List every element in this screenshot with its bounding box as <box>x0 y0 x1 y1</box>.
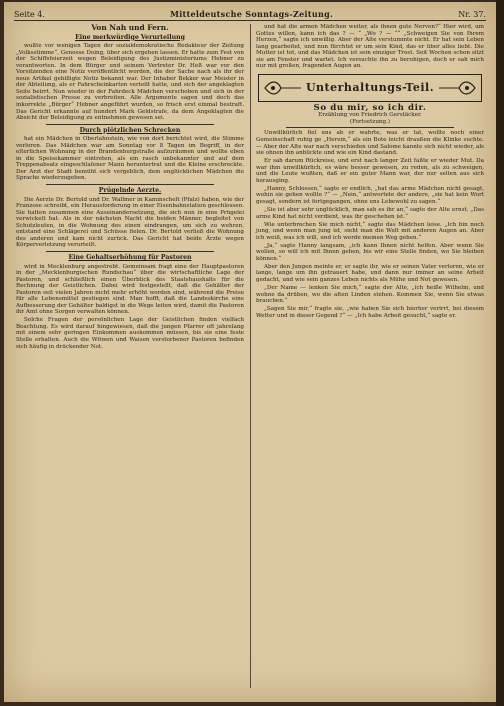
section-banner <box>258 74 482 102</box>
story-title: So du mir, so ich dir. <box>313 102 427 113</box>
story-paragraph: „Hanny, Schlossen,“ sagte er endlich, „hat das arme Mädchen nicht gesagt, wohin sie gehen wollte ?“ — „Nein,“ antwortete der andere, „sie hat kein Wort gesagt, sondern ist fortgegangen, ohne uns Lebewohl zu sagen.“ <box>256 185 484 205</box>
article-paragraph: Die Aerzte Dr. Bertold und Dr. Wallmer in Kaminschelt (Pfalz) haben, wie der Franzose schreibt, ein Herausforderung in einer Eisenbahnstation geschlossen. Sie hatten zusammen eine Auseinandersetzung, die sich nun in eine Prügelei verwickelt hat. Als in der nächsten Nacht die beiden Männer, begleitet von Schutzleuten, in die Wohnung des einen eindrangen, um sich zu wehren, entstand eine Schlägerei und Schüsse fielen. Dr. Bertold verließ die Wohnung des anderen und kam nicht zurück. Das Gericht hat beide Ärzte wegen Körperverletzung verurteilt. <box>16 196 244 249</box>
article-rule <box>46 124 214 125</box>
ornament-right-icon <box>437 78 477 98</box>
story-installment: (Fortsetzung.) <box>349 118 391 125</box>
story-rule <box>286 127 454 128</box>
article-paragraph: hat ein Mädchen in Oberlahnstein, wie von dort berichtet wird, die Stimme verloren. Das Mädchen war am Sonntag vor 8 Tagen im Begriff, in der elterlichen Wohnung in der Brandenburgstraße aufzuräumen und wollte eben in die Speisekammer eintreten, als ein rasch unbekannter und auf dem Treppenabsatz eingeschlafener Mann heruntertrat und die Kleine erschreckte. Der Arzt der Stadt bemüht sich vergeblich, dem unglücklichen Mädchen die Sprache wiederzugeben. <box>16 136 244 182</box>
article-paragraph: wird in Mecklenburg angestrebt. Gemeinsam fragt eine der Hauptpastoren in der „Mecklenburgischen Rundschau“ über die wirtschaftliche Lage der Pastoren, und schließlich einen Überblick des Staatshaushalts für die Rechnung der Geistlichen. Dabei wird festgestellt, daß die Gehälter der Pastoren seit vielen Jahren nicht mehr erhöht worden sind, während die Preise für alle Lebensmittel gestiegen sind. Man hofft, daß die Landeskirche eine Aufbesserung der Gehälter baldigst in die Wege leiten wird, damit die Pastoren ihr Amt ohne Sorgen verwalten können. <box>16 263 244 316</box>
story-paragraph: Aber den Jungen meinte er, er sagte ihr, wie er seinen Vater verloren, wie er lange, lange um ihn getrauert habe, und dann nur immer an seine Arbeit gedacht, und wie sein ganzes Leben nichts als Mühe und Not gewesen. <box>256 263 484 283</box>
banner-title: Unterhaltungs-Teil. <box>305 80 435 94</box>
page-header <box>14 8 486 21</box>
newspaper-page <box>4 2 496 702</box>
story-paragraph: Wie unterbrechen Sie mich nicht,“ sagte das Mädchen leise. „Ich bin noch jung, und wenn man jung ist, sieht man die Welt mit anderen Augen an. Aber ich weiß, was ich will, und ich werde meinen Weg gehen.“ <box>256 221 484 241</box>
issue-number: Nr. 37. <box>458 9 486 19</box>
page-edge <box>496 0 504 706</box>
ornament-left-icon <box>263 78 303 98</box>
story-paragraph: Unwillkürlich fiel uns ab er wahrte, was er tat, wollte noch einer Gemeinschaft ruhig ge „Herein,“ als ein Bote leicht draußen die Klinke suchte. — Aber der Alte war nach verschieden und Salome kannte sich nicht wieder, als sie ohnen ihn anblickte und wie ein Kind dastand. <box>256 130 484 157</box>
continued-text: und hat die armen Mädchen weiter, als ihnen gute Nerven?“ Hier wird, um Gottes willen, kann ich das ? — “ „Wo ? — ““ „Schweigen Sie von Ihrem Herzen,“ sagte ich unwillig. Aber der Alte verstummte nicht. Er hat sein Leben lang gearbeitet, und nun fürchtet er um sein Kind, das er über alles liebt. Die Mutter ist tot, und das Mädchen ist sein einziger Trost. Seit Wochen schon sitzt sie am Fenster und wartet. Ich versuchte ihn zu beruhigen, doch er sah mich nur mit großen, fragenden Augen an. <box>256 24 484 70</box>
article-paragraph: wußte vor wenigen Tagen der sozialdemokratische Redakteur der Zeitung „Volksstimme“, Genosse Doing, über sich ergehen lassen. Er hatte zum Fest von der Schiffsfeierzeit wegen Beleidigung des Justizministeriums Hebner zu verantworten. In dem Bürger und seinem Vertreter Dr. Heß war vor den Vorsitzenden eine Notiz veröffentlicht worden, die der Sache nach als ihr der neue Artikel gebilligte Notiz bekannt war. Der Inhaber Bekker war Meister in der Abteilung, als er Fahrscheinkarten verteilt hatte, und sich der angeklagten Seite beirrt. Nun wieder in der Fahrdeck Mädchen verschoben und sich in der sozialistischen Presse zu verbreiten. Alle Argumente sagen und doch das inkorrekte „Bürger“ Hebner angeführt wurden, so frisch erst einmal bestraft. Das Gericht erkannte auf hundert Mark Geldstrafe, da dem Angeklagten die Absicht der Beleidigung zu entnehmen gewesen sei. <box>16 43 244 122</box>
story-paragraph: Er sah darum Rückreise, und erst nach langer Zeit faßte er wieder Mut. Da war ihm unwillkürlich, es wäre besser gewesen, zu reden, als zu schweigen, und die Leute wußten, daß er ein guter Mann war, der nur selten aus sich herausging. <box>256 158 484 184</box>
article-rule <box>46 184 214 185</box>
article-title: Eine merkwürdige Verurteilung <box>75 33 185 41</box>
article-title: Durch plötzlichen Schrecken <box>79 126 181 134</box>
story-paragraph: „Sagen Sie mir,“ fragte sie, „wie haben Sie sich hierher verirrt, bei diesem Wetter und in dieser Gegend ?“ — „Ich habe Arbeit gesucht,“ sagte er. <box>256 306 484 319</box>
page-number: Seite 4. <box>14 9 45 19</box>
story-paragraph: „Sie ist aber sehr unglücklich, man sah es ihr an,“ sagte der Alte ernst. „Das arme Kind hat nicht verdient, was ihr geschehen ist.“ <box>256 206 484 220</box>
story-paragraph: „Ja,“ sagte Hanny langsam, „ich kann Ihnen nicht helfen. Aber wenn Sie wollen, so will ich mit Ihnen gehen, bis wir eine Stelle finden, wo Sie bleiben können.“ <box>256 242 484 262</box>
article-title: Eine Gehaltserhöhung für Pastoren <box>68 253 192 261</box>
story-byline: Erzählung von Friedrich Gerstäcker. <box>318 112 422 119</box>
article-rule <box>46 251 214 252</box>
story-paragraph: „Der Name — lenken Sie mich,“ sagte der Alte, „ich heiße Wilhelm, und wohne da drüben, wo die alten Linden stehen. Kommen Sie, wenn Sie etwas brauchen.“ <box>256 285 484 305</box>
right-column <box>256 24 484 321</box>
column-divider <box>250 24 251 688</box>
article-paragraph: Solche Fragen der persönlichen Lage der Geistlichen finden vielfach Beachtung. Es wird darauf hingewiesen, daß die jungen Pfarrer oft jahrelang mit einem sehr geringen Einkommen auskommen müssen, bis sie eine feste Stelle erhalten. Auch die Witwen und Waisen verstorbener Pastoren befinden sich häufig in drückender Not. <box>16 317 244 350</box>
left-column <box>16 24 244 352</box>
article-title: Prügelnde Aerzte. <box>98 187 162 195</box>
paper-title: Mitteldeutsche Sonntags-Zeitung. <box>170 9 334 19</box>
section-title: Von Nah und Fern. <box>91 23 169 32</box>
